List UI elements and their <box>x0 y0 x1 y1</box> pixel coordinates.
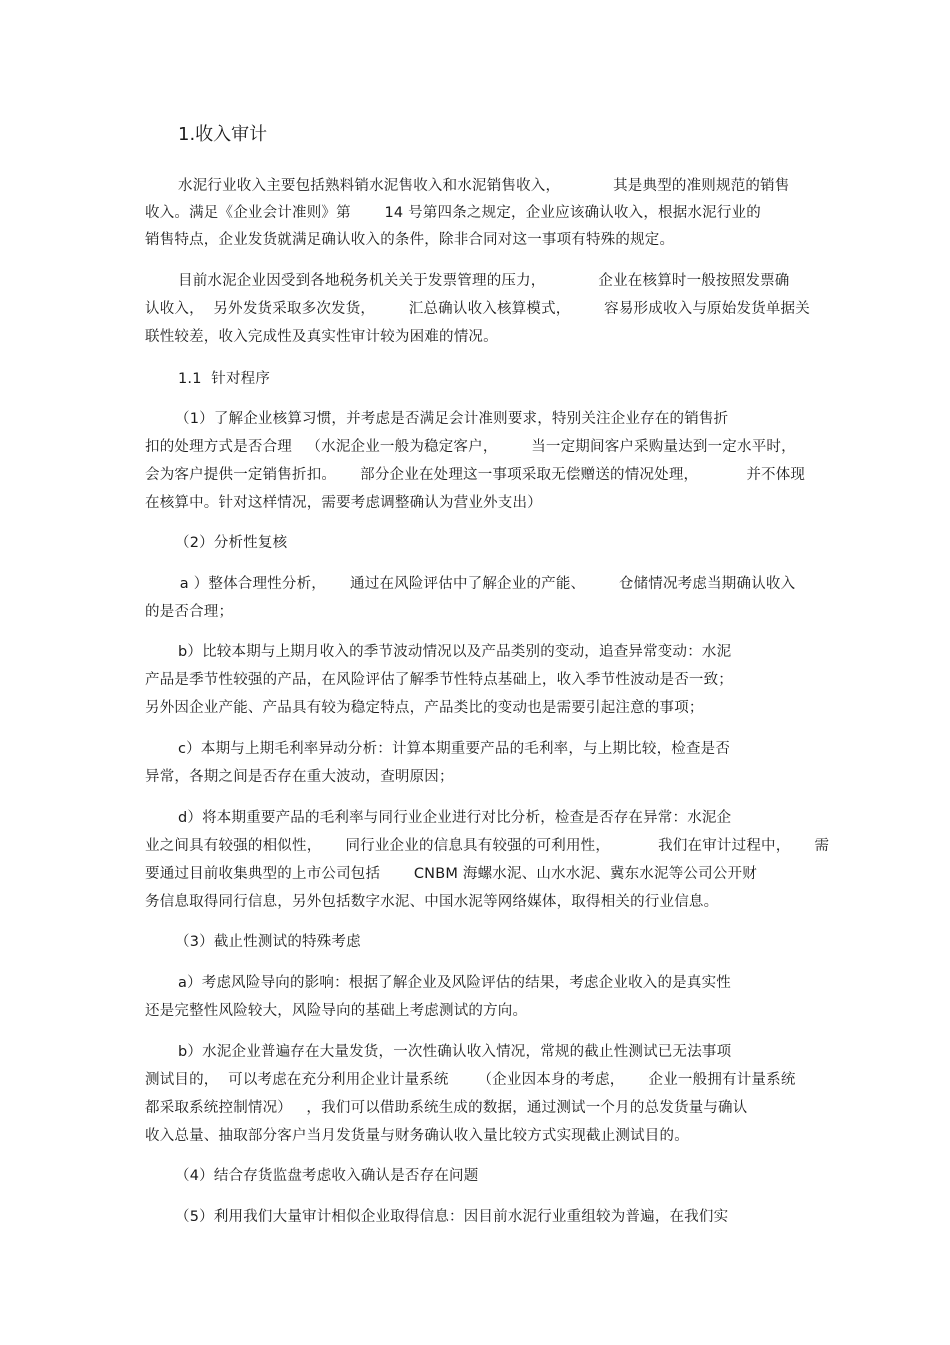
paragraph-line: （5）利用我们大量审计相似企业取得信息：因目前水泥行业重组较为普遍，在我们实 <box>175 1209 729 1225</box>
paragraph-line: a）考虑风险导向的影响：根据了解企业及风险评估的结果，考虑企业收入的是真实性 <box>178 975 731 991</box>
paragraph-line: b）比较本期与上期月收入的季节波动情况以及产品类别的变动，追查异常变动：水泥 <box>178 644 732 660</box>
section-title: 1.收入审计 <box>178 124 268 145</box>
paragraph-line: 目前水泥企业因受到各地税务机关关于发票管理的压力， 企业在核算时一般按照发票确 <box>178 273 790 289</box>
paragraph-line: 测试目的， 可以考虑在充分利用企业计量系统 （企业因本身的考虑， 企业一般拥有计量系统 <box>145 1072 796 1088</box>
paragraph-line: 另外因企业产能、产品具有较为稳定特点，产品类比的变动也是需要引起注意的事项； <box>145 700 704 716</box>
paragraph-line: 产品是季节性较强的产品，在风险评估了解季节性特点基础上，收入季节性波动是否一致； <box>145 672 733 688</box>
paragraph-line: 的是否合理； <box>145 604 234 620</box>
paragraph-line: 异常，各期之间是否存在重大波动，查明原因； <box>145 769 454 785</box>
paragraph-line: 业之间具有较强的相似性， 同行业企业的信息具有较强的可利用性， 我们在审计过程中， 需 <box>145 838 830 854</box>
paragraph-line: 会为客户提供一定销售折扣。 部分企业在处理这一事项采取无偿赠送的情况处理， 并不体现 <box>145 467 806 483</box>
paragraph-line: 认收入， 另外发货采取多次发货， 汇总确认收入核算模式， 容易形成收入与原始发货单据关 <box>145 301 810 317</box>
paragraph-line: 扣的处理方式是否合理 （水泥企业一般为稳定客户， 当一定期间客户采购量达到一定水平时， <box>145 439 796 455</box>
paragraph-line: 务信息取得同行信息，另外包括数字水泥、中国水泥等网络媒体，取得相关的行业信息。 <box>145 894 719 910</box>
paragraph-line: 联性较差，收入完成性及真实性审计较为困难的情况。 <box>145 329 498 345</box>
paragraph-line: 都采取系统控制情况） ，我们可以借助系统生成的数据，通过测试一个月的总发货量与确认 <box>145 1100 748 1116</box>
paragraph-line: b）水泥企业普遍存在大量发货，一次性确认收入情况，常规的截止性测试已无法事项 <box>178 1044 732 1060</box>
paragraph-line: d）将本期重要产品的毛利率与同行业企业进行对比分析，检查是否存在异常：水泥企 <box>178 810 732 826</box>
list-heading: （2）分析性复核 <box>175 535 288 551</box>
paragraph-line: 销售特点，企业发货就满足确认收入的条件，除非合同对这一事项有特殊的规定。 <box>145 232 675 248</box>
list-heading: （3）截止性测试的特殊考虑 <box>175 934 361 950</box>
paragraph-line: 收入。满足《企业会计准则》第 14 号第四条之规定，企业应该确认收入，根据水泥行业的 <box>145 205 761 221</box>
paragraph-line: 要通过目前收集典型的上市公司包括 CNBM 海螺水泥、山水水泥、冀东水泥等公司公开财 <box>145 866 757 882</box>
paragraph-line: 收入总量、抽取部分客户当月发货量与财务确认收入量比较方式实现截止测试目的。 <box>145 1128 689 1144</box>
paragraph-line: （1）了解企业核算习惯，并考虑是否满足会计准则要求，特别关注企业存在的销售折 <box>175 411 729 427</box>
paragraph-line: a ）整体合理性分析， 通过在风险评估中了解企业的产能、 仓储情况考虑当期确认收入 <box>175 576 796 592</box>
paragraph-line: 在核算中。针对这样情况，需要考虑调整确认为营业外支出） <box>145 495 542 511</box>
paragraph-line: 水泥行业收入主要包括熟料销水泥售收入和水泥销售收入， 其是典型的准则规范的销售 <box>178 178 790 194</box>
paragraph-line: 还是完整性风险较大，风险导向的基础上考虑测试的方向。 <box>145 1003 528 1019</box>
subsection-heading: 1.1 针对程序 <box>178 371 271 387</box>
paragraph-line: c）本期与上期毛利率异动分析：计算本期重要产品的毛利率，与上期比较，检查是否 <box>178 741 731 757</box>
list-heading: （4）结合存货监盘考虑收入确认是否存在问题 <box>175 1168 479 1184</box>
